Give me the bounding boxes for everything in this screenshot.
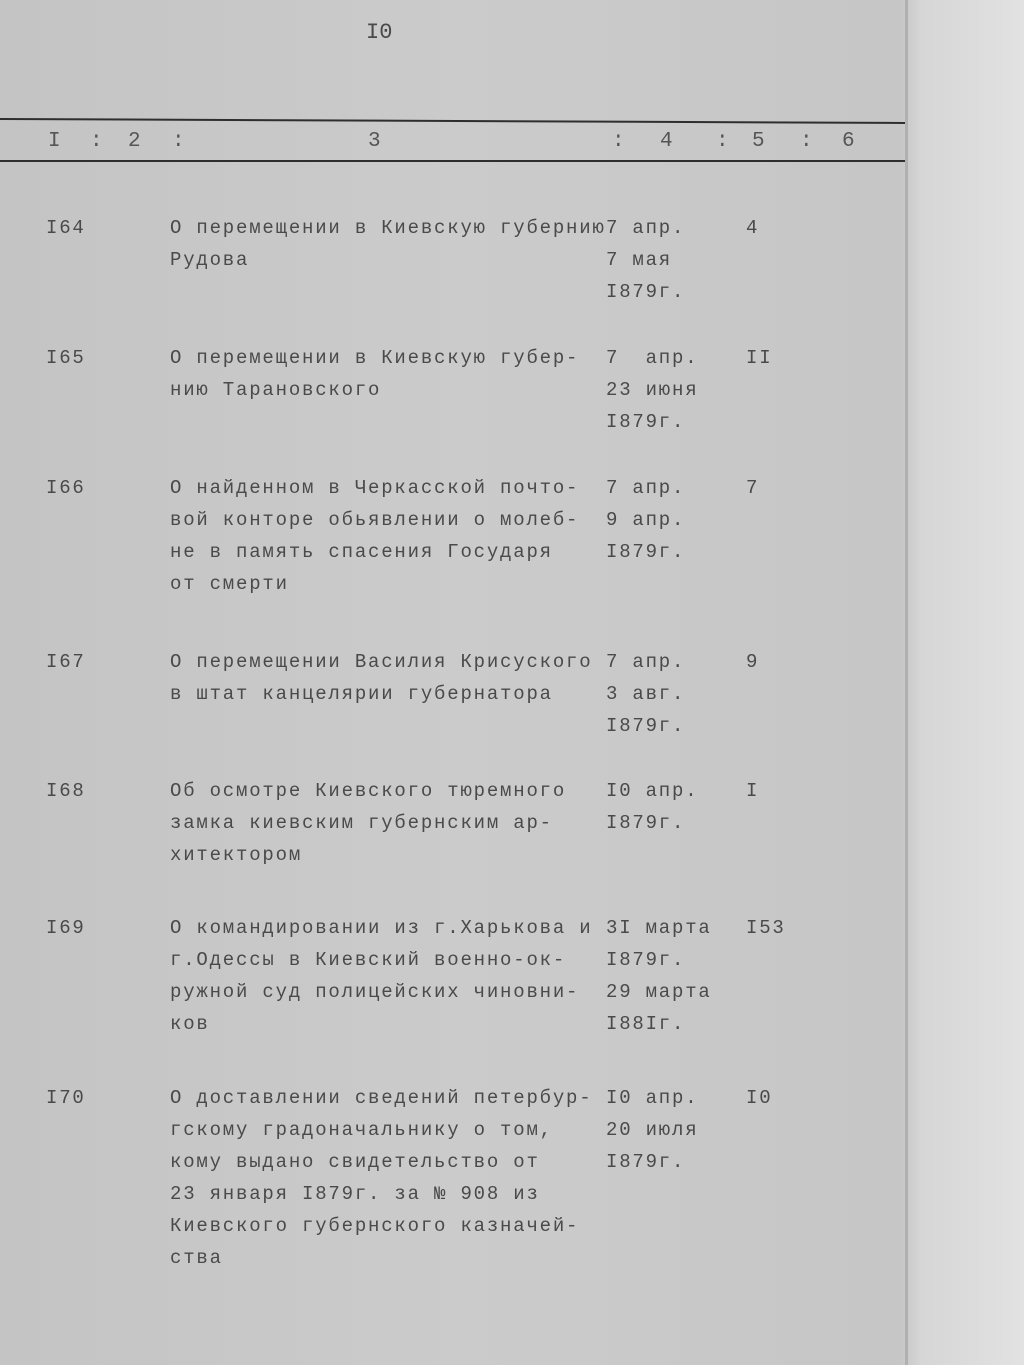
- sheet-count: 7: [746, 477, 760, 499]
- page-edge: [905, 0, 908, 1365]
- title-line: гскому градоначальнику о том,: [170, 1119, 553, 1141]
- title-line: О перемещении в Киевскую губер-: [170, 347, 580, 369]
- date-line: I0 апр.: [606, 1087, 699, 1109]
- date-line: 20 июля: [606, 1119, 699, 1141]
- sheet-count: I: [746, 780, 760, 802]
- entry-dates: [606, 1082, 726, 1178]
- entry-dates: [606, 775, 726, 839]
- date-line: I879г.: [606, 541, 686, 563]
- title-line: О командировании из г.Харькова и: [170, 917, 593, 939]
- title-line: О перемещении Василия Крисуского: [170, 651, 593, 673]
- page-number: I0: [366, 20, 393, 45]
- entry-number: I69: [46, 917, 86, 939]
- entry-dates: [606, 646, 726, 742]
- date-line: 29 марта: [606, 981, 712, 1003]
- header-sep: :: [612, 130, 625, 153]
- date-line: 7 апр.: [606, 347, 699, 369]
- entry-number: I68: [46, 780, 86, 802]
- header-sep: :: [716, 130, 729, 153]
- title-line: нию Тарановского: [170, 379, 382, 401]
- entry-number: I64: [46, 217, 86, 239]
- date-line: I879г.: [606, 1151, 686, 1173]
- header-col-2: 2: [128, 130, 141, 153]
- date-line: 7 мая: [606, 249, 673, 271]
- entry-title: [170, 775, 610, 871]
- date-line: 3 авг.: [606, 683, 686, 705]
- title-line: г.Одессы в Киевский военно-ок-: [170, 949, 567, 971]
- title-line: от смерти: [170, 573, 289, 595]
- title-line: ства: [170, 1247, 223, 1269]
- entry-number: I70: [46, 1087, 86, 1109]
- header-col-3: 3: [368, 130, 381, 153]
- title-line: О доставлении сведений петербур-: [170, 1087, 593, 1109]
- entry-title: [170, 472, 610, 600]
- entry-number: I66: [46, 477, 86, 499]
- header-col-5: 5: [752, 130, 765, 153]
- date-line: I879г.: [606, 949, 686, 971]
- date-line: 7 апр.: [606, 651, 686, 673]
- title-line: хитектором: [170, 844, 303, 866]
- date-line: I0 апр.: [606, 780, 699, 802]
- entry-dates: [606, 472, 726, 568]
- title-line: не в память спасения Государя: [170, 541, 553, 563]
- header-sep: :: [800, 130, 813, 153]
- title-line: О найденном в Черкасской почто-: [170, 477, 580, 499]
- sheet-count: I0: [746, 1087, 773, 1109]
- entry-dates: [606, 212, 726, 308]
- title-line: О перемещении в Киевскую губернию: [170, 217, 606, 239]
- date-line: I879г.: [606, 812, 686, 834]
- title-line: ружной суд полицейских чиновни-: [170, 981, 580, 1003]
- title-line: Рудова: [170, 249, 250, 271]
- header-col-6: 6: [842, 130, 855, 153]
- entry-dates: [606, 342, 726, 438]
- date-line: 3I марта: [606, 917, 712, 939]
- title-line: Киевского губернского казначей-: [170, 1215, 580, 1237]
- date-line: 7 апр.: [606, 477, 686, 499]
- title-line: 23 января I879г. за № 908 из: [170, 1183, 540, 1205]
- entry-title: [170, 342, 610, 406]
- header-col-1: I: [48, 130, 61, 153]
- header-sep: :: [172, 130, 185, 153]
- title-line: кому выдано свидетельство от: [170, 1151, 540, 1173]
- title-line: в штат канцелярии губернатора: [170, 683, 553, 705]
- date-line: 7 апр.: [606, 217, 686, 239]
- date-line: I879г.: [606, 411, 686, 433]
- title-line: вой конторе обьявлении о молеб-: [170, 509, 580, 531]
- sheet-count: I53: [746, 917, 786, 939]
- date-line: I88Iг.: [606, 1013, 686, 1035]
- header-rule-top: [0, 118, 905, 124]
- entry-number: I65: [46, 347, 86, 369]
- entry-title: [170, 1082, 610, 1274]
- entry-title: [170, 646, 610, 710]
- header-sep: :: [90, 130, 103, 153]
- entry-title: [170, 912, 610, 1040]
- sheet-count: II: [746, 347, 773, 369]
- date-line: I879г.: [606, 281, 686, 303]
- header-rule-bottom: [0, 160, 905, 162]
- sheet-count: 9: [746, 651, 760, 673]
- title-line: замка киевским губернским ар-: [170, 812, 553, 834]
- header-col-4: 4: [660, 130, 673, 153]
- title-line: Об осмотре Киевского тюремного: [170, 780, 567, 802]
- entry-number: I67: [46, 651, 86, 673]
- entry-dates: [606, 912, 726, 1040]
- date-line: I879г.: [606, 715, 686, 737]
- date-line: 23 июня: [606, 379, 699, 401]
- title-line: ков: [170, 1013, 210, 1035]
- date-line: 9 апр.: [606, 509, 686, 531]
- entry-title: [170, 212, 610, 276]
- sheet-count: 4: [746, 217, 760, 239]
